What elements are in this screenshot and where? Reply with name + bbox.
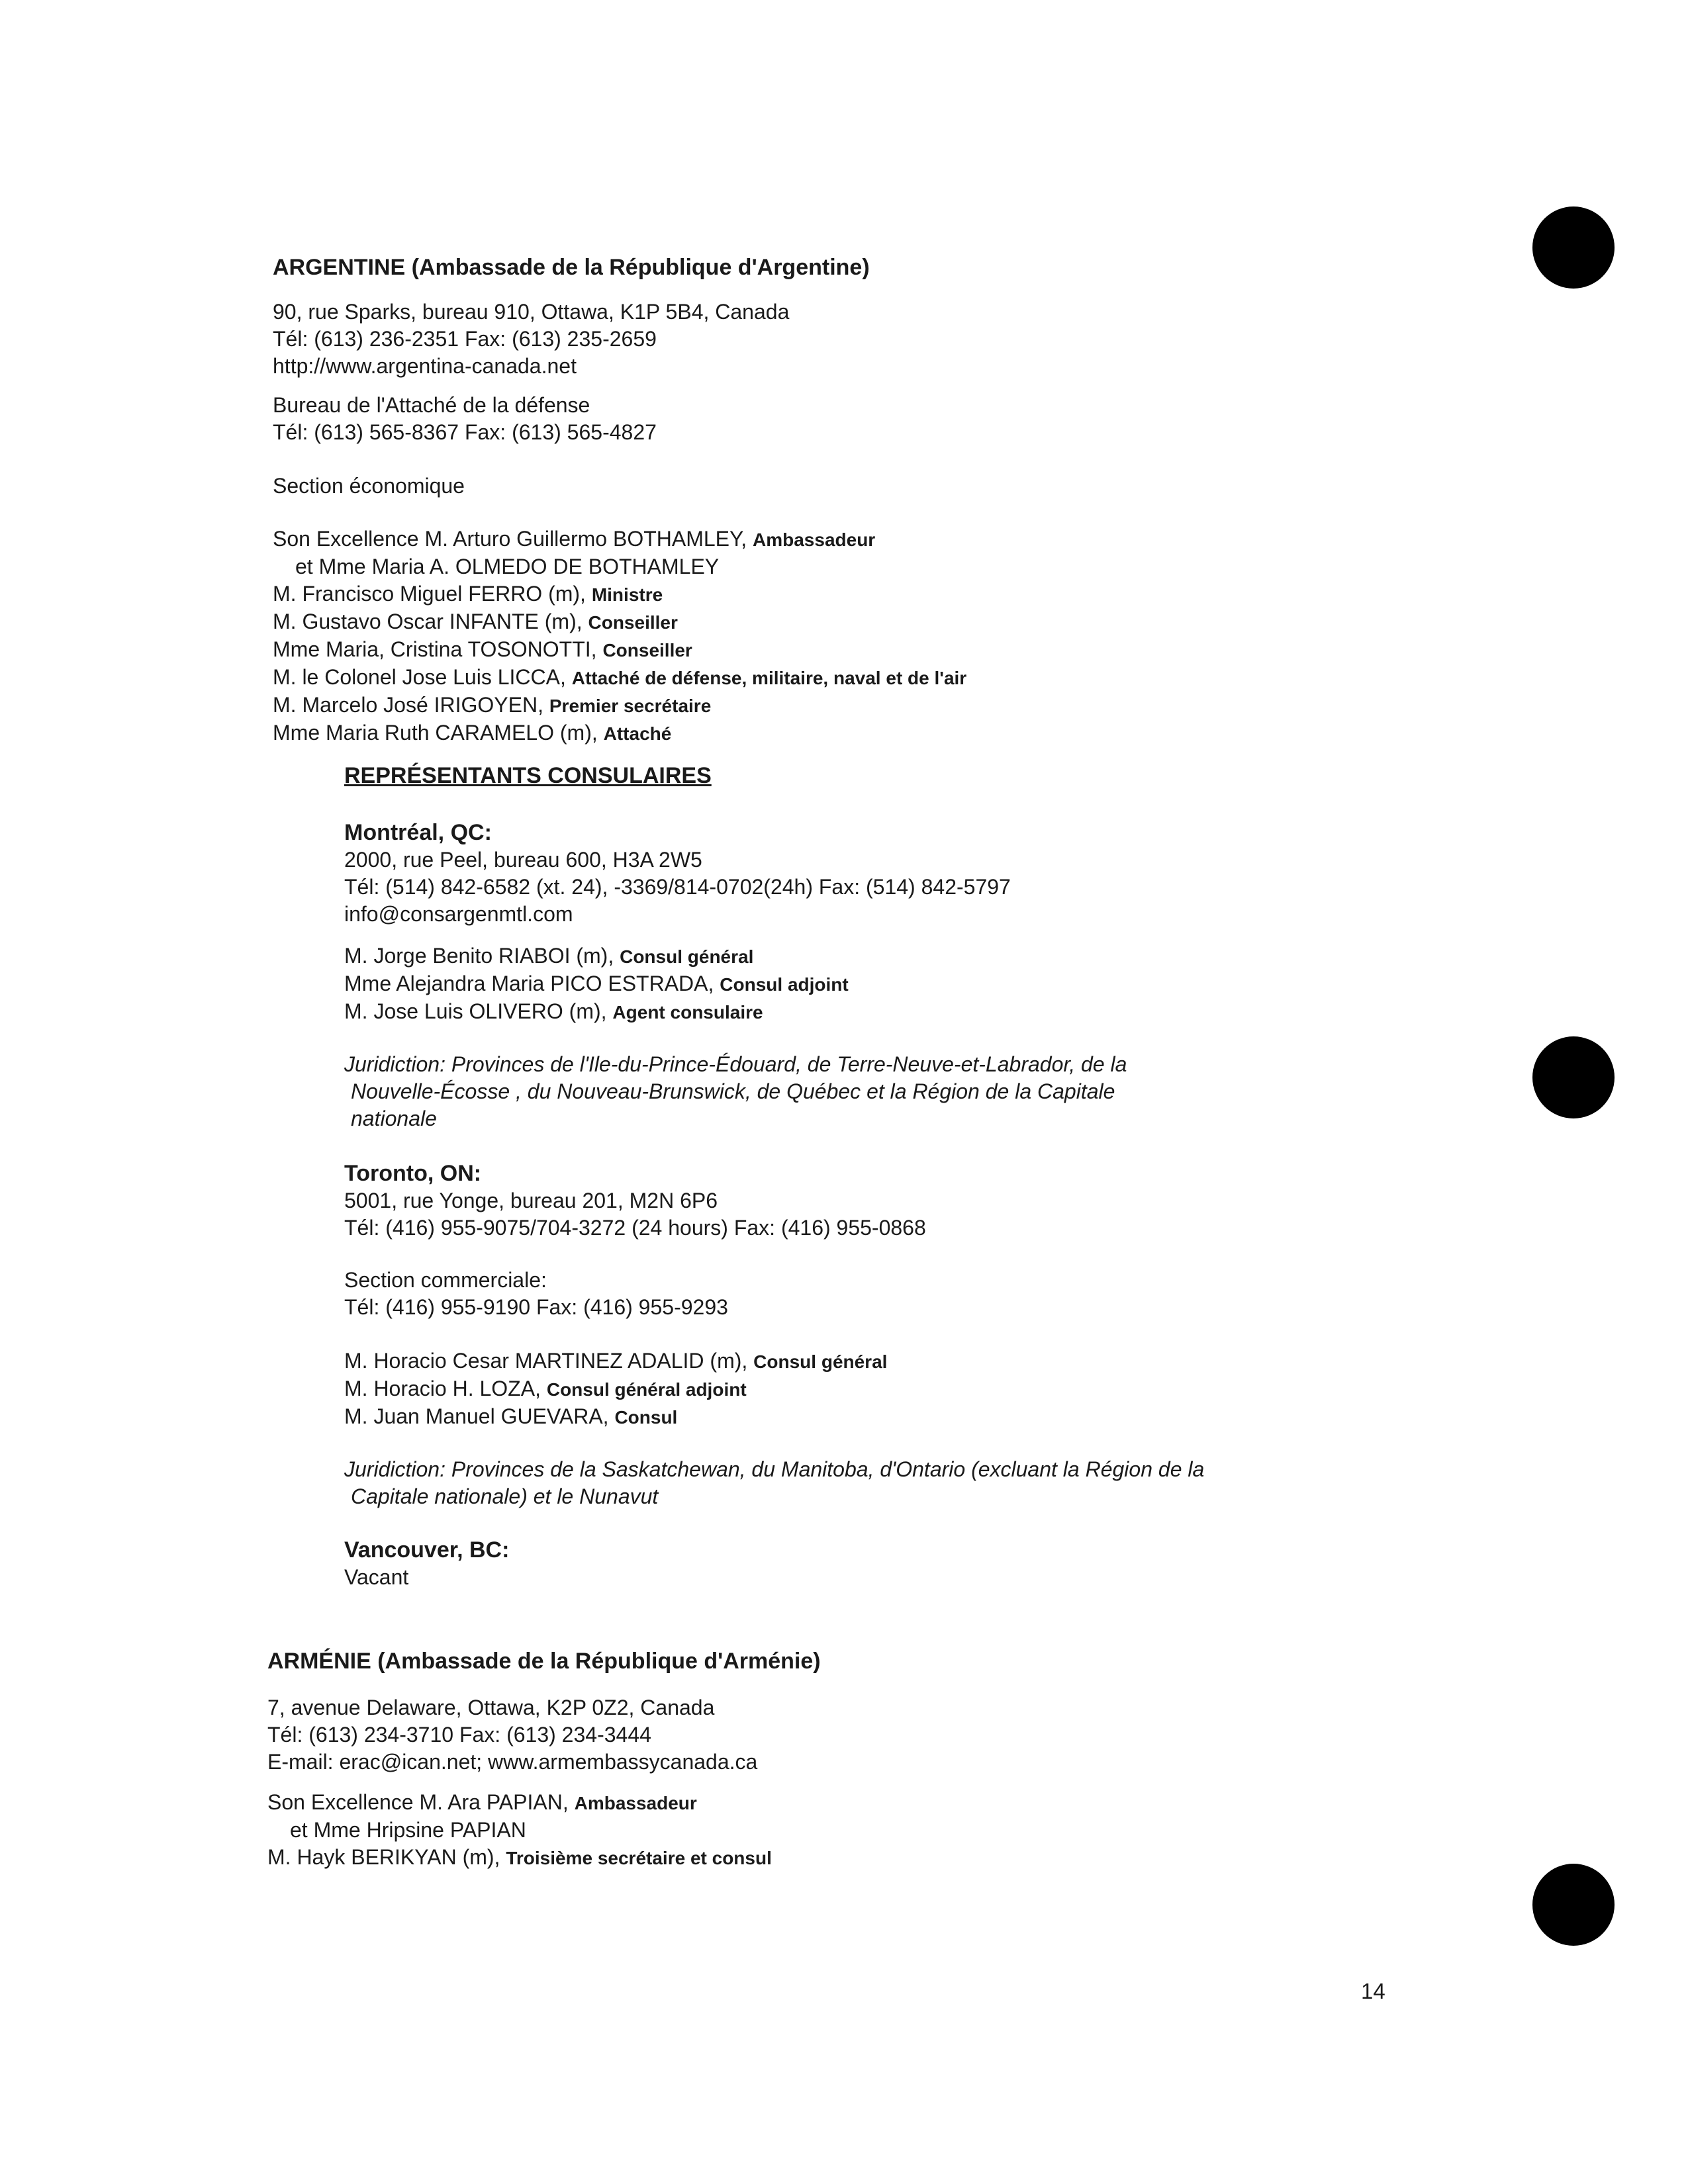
argentine-title: ARGENTINE (Ambassade de la République d'Argentine) [273,255,870,280]
vancouver-city: Vancouver, BC: [344,1537,510,1563]
toronto-consulate [344,1160,926,1242]
montreal-address: 2000, rue Peel, bureau 600, H3A 2W5 [344,848,702,872]
toronto-commercial-phone: Tél: (416) 955-9190 Fax: (416) 955-9293 [344,1295,728,1319]
toronto-city: Toronto, ON: [344,1161,482,1186]
armenie-staff-list [267,1789,772,1872]
armenie-phone: Tél: (613) 234-3710 Fax: (613) 234-3444 [267,1723,651,1747]
staff-entry: M. Horacio Cesar MARTINEZ ADALID (m), Consul général [344,1349,888,1373]
jurisdiction-line: Juridiction: Provinces de l'Ile-du-Prince-Édouard, de Terre-Neuve-et-Labrador, de la [344,1052,1127,1076]
toronto-commercial [344,1267,728,1321]
jurisdiction-line: Nouvelle-Écosse , du Nouveau-Brunswick, de Québec et la Région de la Capitale [351,1079,1115,1103]
armenie-title: ARMÉNIE (Ambassade de la République d'Arménie) [267,1649,821,1674]
staff-entry: M. Jorge Benito RIABOI (m), Consul général [344,944,754,968]
page-number: 14 [1361,1979,1385,2003]
montreal-staff-list [344,942,849,1026]
jurisdiction-line: Capitale nationale) et le Nunavut [351,1484,659,1508]
argentine-economic [273,473,465,500]
armenie-email[interactable]: E-mail: erac@ican.net; www.armembassycanada.ca [267,1750,758,1774]
defense-office-label: Bureau de l'Attaché de la défense [273,393,590,417]
argentine-address: 90, rue Sparks, bureau 910, Ottawa, K1P 5B4, Canada [273,300,790,324]
staff-entry: M. Hayk BERIKYAN (m), Troisième secrétaire et consul [267,1845,772,1869]
consular-heading: REPRÉSENTANTS CONSULAIRES [344,763,712,788]
binder-hole-bottom [1532,1864,1615,1946]
staff-entry: et Mme Hripsine PAPIAN [290,1818,526,1842]
binder-hole-top [1532,206,1615,289]
defense-office-phone: Tél: (613) 565-8367 Fax: (613) 565-4827 [273,420,657,444]
consular-heading-block [344,762,712,790]
armenie-section [267,1648,821,1675]
argentine-contact [273,298,789,380]
montreal-consulate [344,819,1011,928]
argentine-staff-list [273,525,966,747]
staff-entry: Mme Maria, Cristina TOSONOTTI, Conseiller [273,637,692,661]
staff-entry: et Mme Maria A. OLMEDO DE BOTHAMLEY [295,555,720,578]
armenie-address: 7, avenue Delaware, Ottawa, K2P 0Z2, Canada [267,1696,715,1719]
jurisdiction-line: nationale [351,1107,437,1130]
toronto-staff-list [344,1347,887,1431]
staff-entry: M. Jose Luis OLIVERO (m), Agent consulaire [344,999,763,1023]
toronto-address: 5001, rue Yonge, bureau 201, M2N 6P6 [344,1189,718,1212]
staff-entry: M. Horacio H. LOZA, Consul général adjoint [344,1377,747,1400]
staff-entry: Son Excellence M. Arturo Guillermo BOTHAMLEY, Ambassadeur [273,527,876,551]
staff-entry: M. le Colonel Jose Luis LICCA, Attaché de défense, militaire, naval et de l'air [273,665,967,689]
argentine-website[interactable]: http://www.argentina-canada.net [273,354,577,378]
argentine-phone: Tél: (613) 236-2351 Fax: (613) 235-2659 [273,327,657,351]
vancouver-status: Vacant [344,1565,409,1589]
toronto-phone: Tél: (416) 955-9075/704-3272 (24 hours) Fax: (416) 955-0868 [344,1216,926,1240]
staff-entry: Son Excellence M. Ara PAPIAN, Ambassadeur [267,1790,697,1814]
montreal-phone: Tél: (514) 842-6582 (xt. 24), -3369/814-0702(24h) Fax: (514) 842-5797 [344,875,1011,899]
economic-section-label: Section économique [273,474,465,498]
staff-entry: Mme Alejandra Maria PICO ESTRADA, Consul adjoint [344,972,849,995]
toronto-jurisdiction [344,1456,1204,1510]
staff-entry: M. Juan Manuel GUEVARA, Consul [344,1404,678,1428]
argentine-section [273,254,870,281]
staff-entry: Mme Maria Ruth CARAMELO (m), Attaché [273,721,672,745]
staff-entry: M. Gustavo Oscar INFANTE (m), Conseiller [273,610,678,633]
armenie-contact [267,1694,757,1776]
montreal-email[interactable]: info@consargenmtl.com [344,902,573,926]
argentine-defense [273,392,657,446]
montreal-jurisdiction [344,1051,1127,1132]
staff-entry: M. Francisco Miguel FERRO (m), Ministre [273,582,663,606]
staff-entry: M. Marcelo José IRIGOYEN, Premier secrétaire [273,693,712,717]
toronto-commercial-label: Section commerciale: [344,1268,547,1292]
jurisdiction-line: Juridiction: Provinces de la Saskatchewan, du Manitoba, d'Ontario (excluant la Région de la [344,1457,1205,1481]
binder-hole-middle [1532,1036,1615,1118]
montreal-city: Montréal, QC: [344,820,492,845]
vancouver-consulate [344,1537,509,1591]
